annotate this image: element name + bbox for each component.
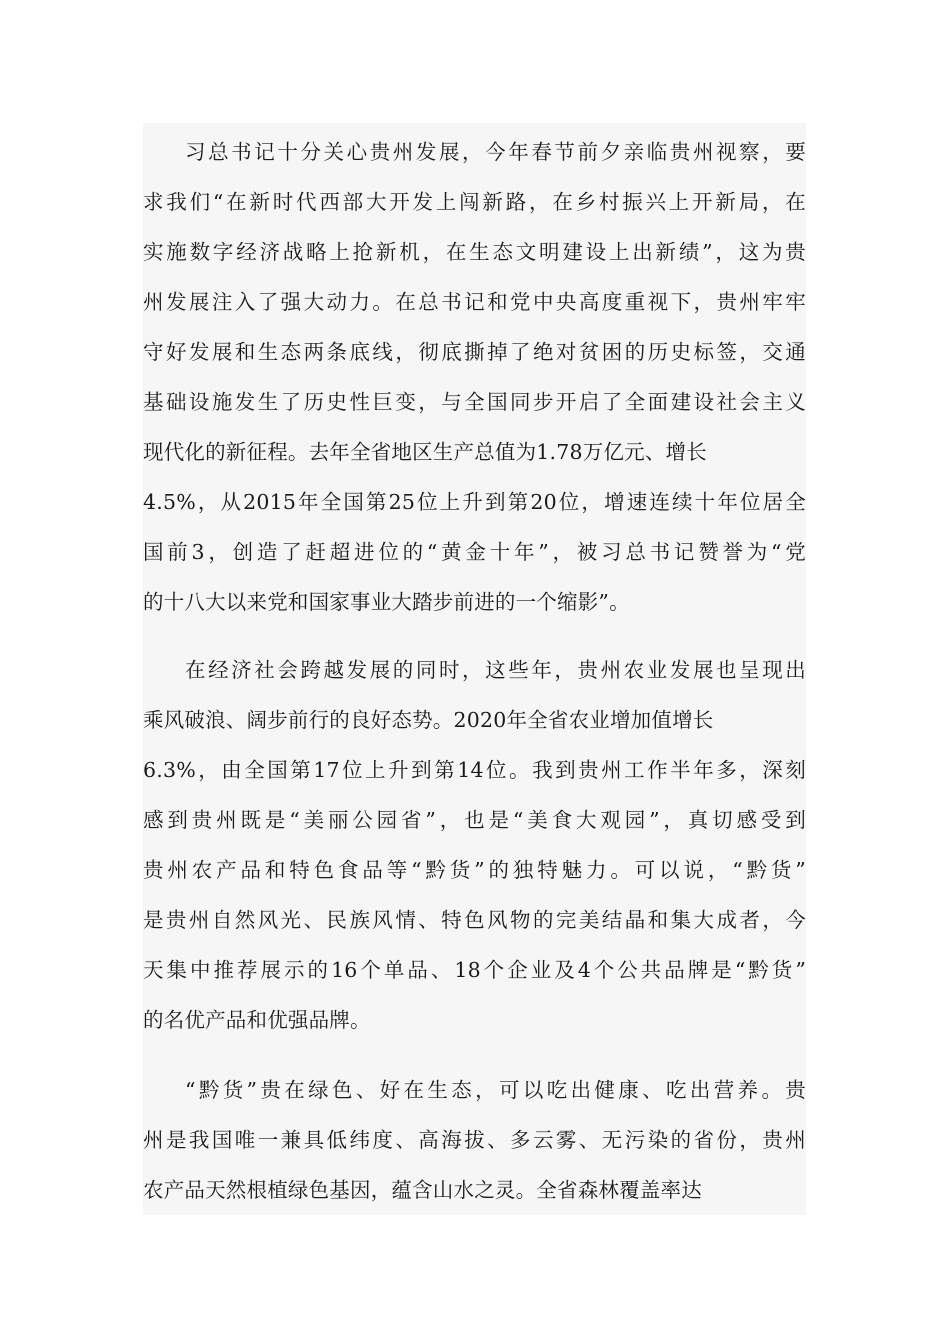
text-line: 州发展注入了强大动力。在总书记和党中央高度重视下，贵州牢牢 (143, 290, 806, 314)
text-line: 贵州农产品和特色食品等“黔货”的独特魅力。可以说，“黔货” (143, 858, 806, 882)
document-page (143, 123, 806, 1215)
text-line: 天集中推荐展示的16个单品、18个企业及4个公共品牌是“黔货” (143, 958, 806, 982)
text-line: 国前3，创造了赶超进位的“黄金十年”，被习总书记赞誉为“党 (143, 540, 806, 564)
text-line: 现代化的新征程。去年全省地区生产总值为1.78万亿元、增长 (143, 440, 707, 464)
paragraph-2 (143, 645, 806, 1045)
text-line: “黔货”贵在绿色、好在生态，可以吃出健康、吃出营养。贵 (185, 1078, 806, 1102)
text-line: 感到贵州既是“美丽公园省”，也是“美食大观园”，真切感受到 (143, 808, 806, 832)
text-line: 6.3%，由全国第17位上升到第14位。我到贵州工作半年多，深刻 (143, 758, 806, 782)
text-line: 的十八大以来党和国家事业大踏步前进的一个缩影”。 (143, 590, 630, 614)
text-line: 乘风破浪、阔步前行的良好态势。2020年全省农业增加值增长 (143, 708, 714, 732)
text-line: 求我们“在新时代西部大开发上闯新路，在乡村振兴上开新局，在 (143, 190, 806, 214)
text-line: 基础设施发生了历史性巨变，与全国同步开启了全面建设社会主义 (143, 390, 806, 414)
text-line: 是贵州自然风光、民族风情、特色风物的完美结晶和集大成者，今 (143, 908, 806, 932)
text-line: 州是我国唯一兼具低纬度、高海拔、多云雾、无污染的省份，贵州 (143, 1128, 806, 1152)
text-line: 在经济社会跨越发展的同时，这些年，贵州农业发展也呈现出 (185, 658, 806, 682)
paragraph-3 (143, 1065, 806, 1215)
text-line: 4.5%，从2015年全国第25位上升到第20位，增速连续十年位居全 (143, 490, 806, 514)
paragraph-1 (143, 127, 806, 627)
text-line: 农产品天然根植绿色基因，蕴含山水之灵。全省森林覆盖率达 (143, 1178, 702, 1202)
text-line: 实施数字经济战略上抢新机，在生态文明建设上出新绩”，这为贵 (143, 240, 806, 264)
text-line: 习总书记十分关心贵州发展，今年春节前夕亲临贵州视察，要 (185, 140, 806, 164)
text-line: 的名优产品和优强品牌。 (143, 1008, 371, 1032)
text-line: 守好发展和生态两条底线，彻底撕掉了绝对贫困的历史标签，交通 (143, 340, 806, 364)
